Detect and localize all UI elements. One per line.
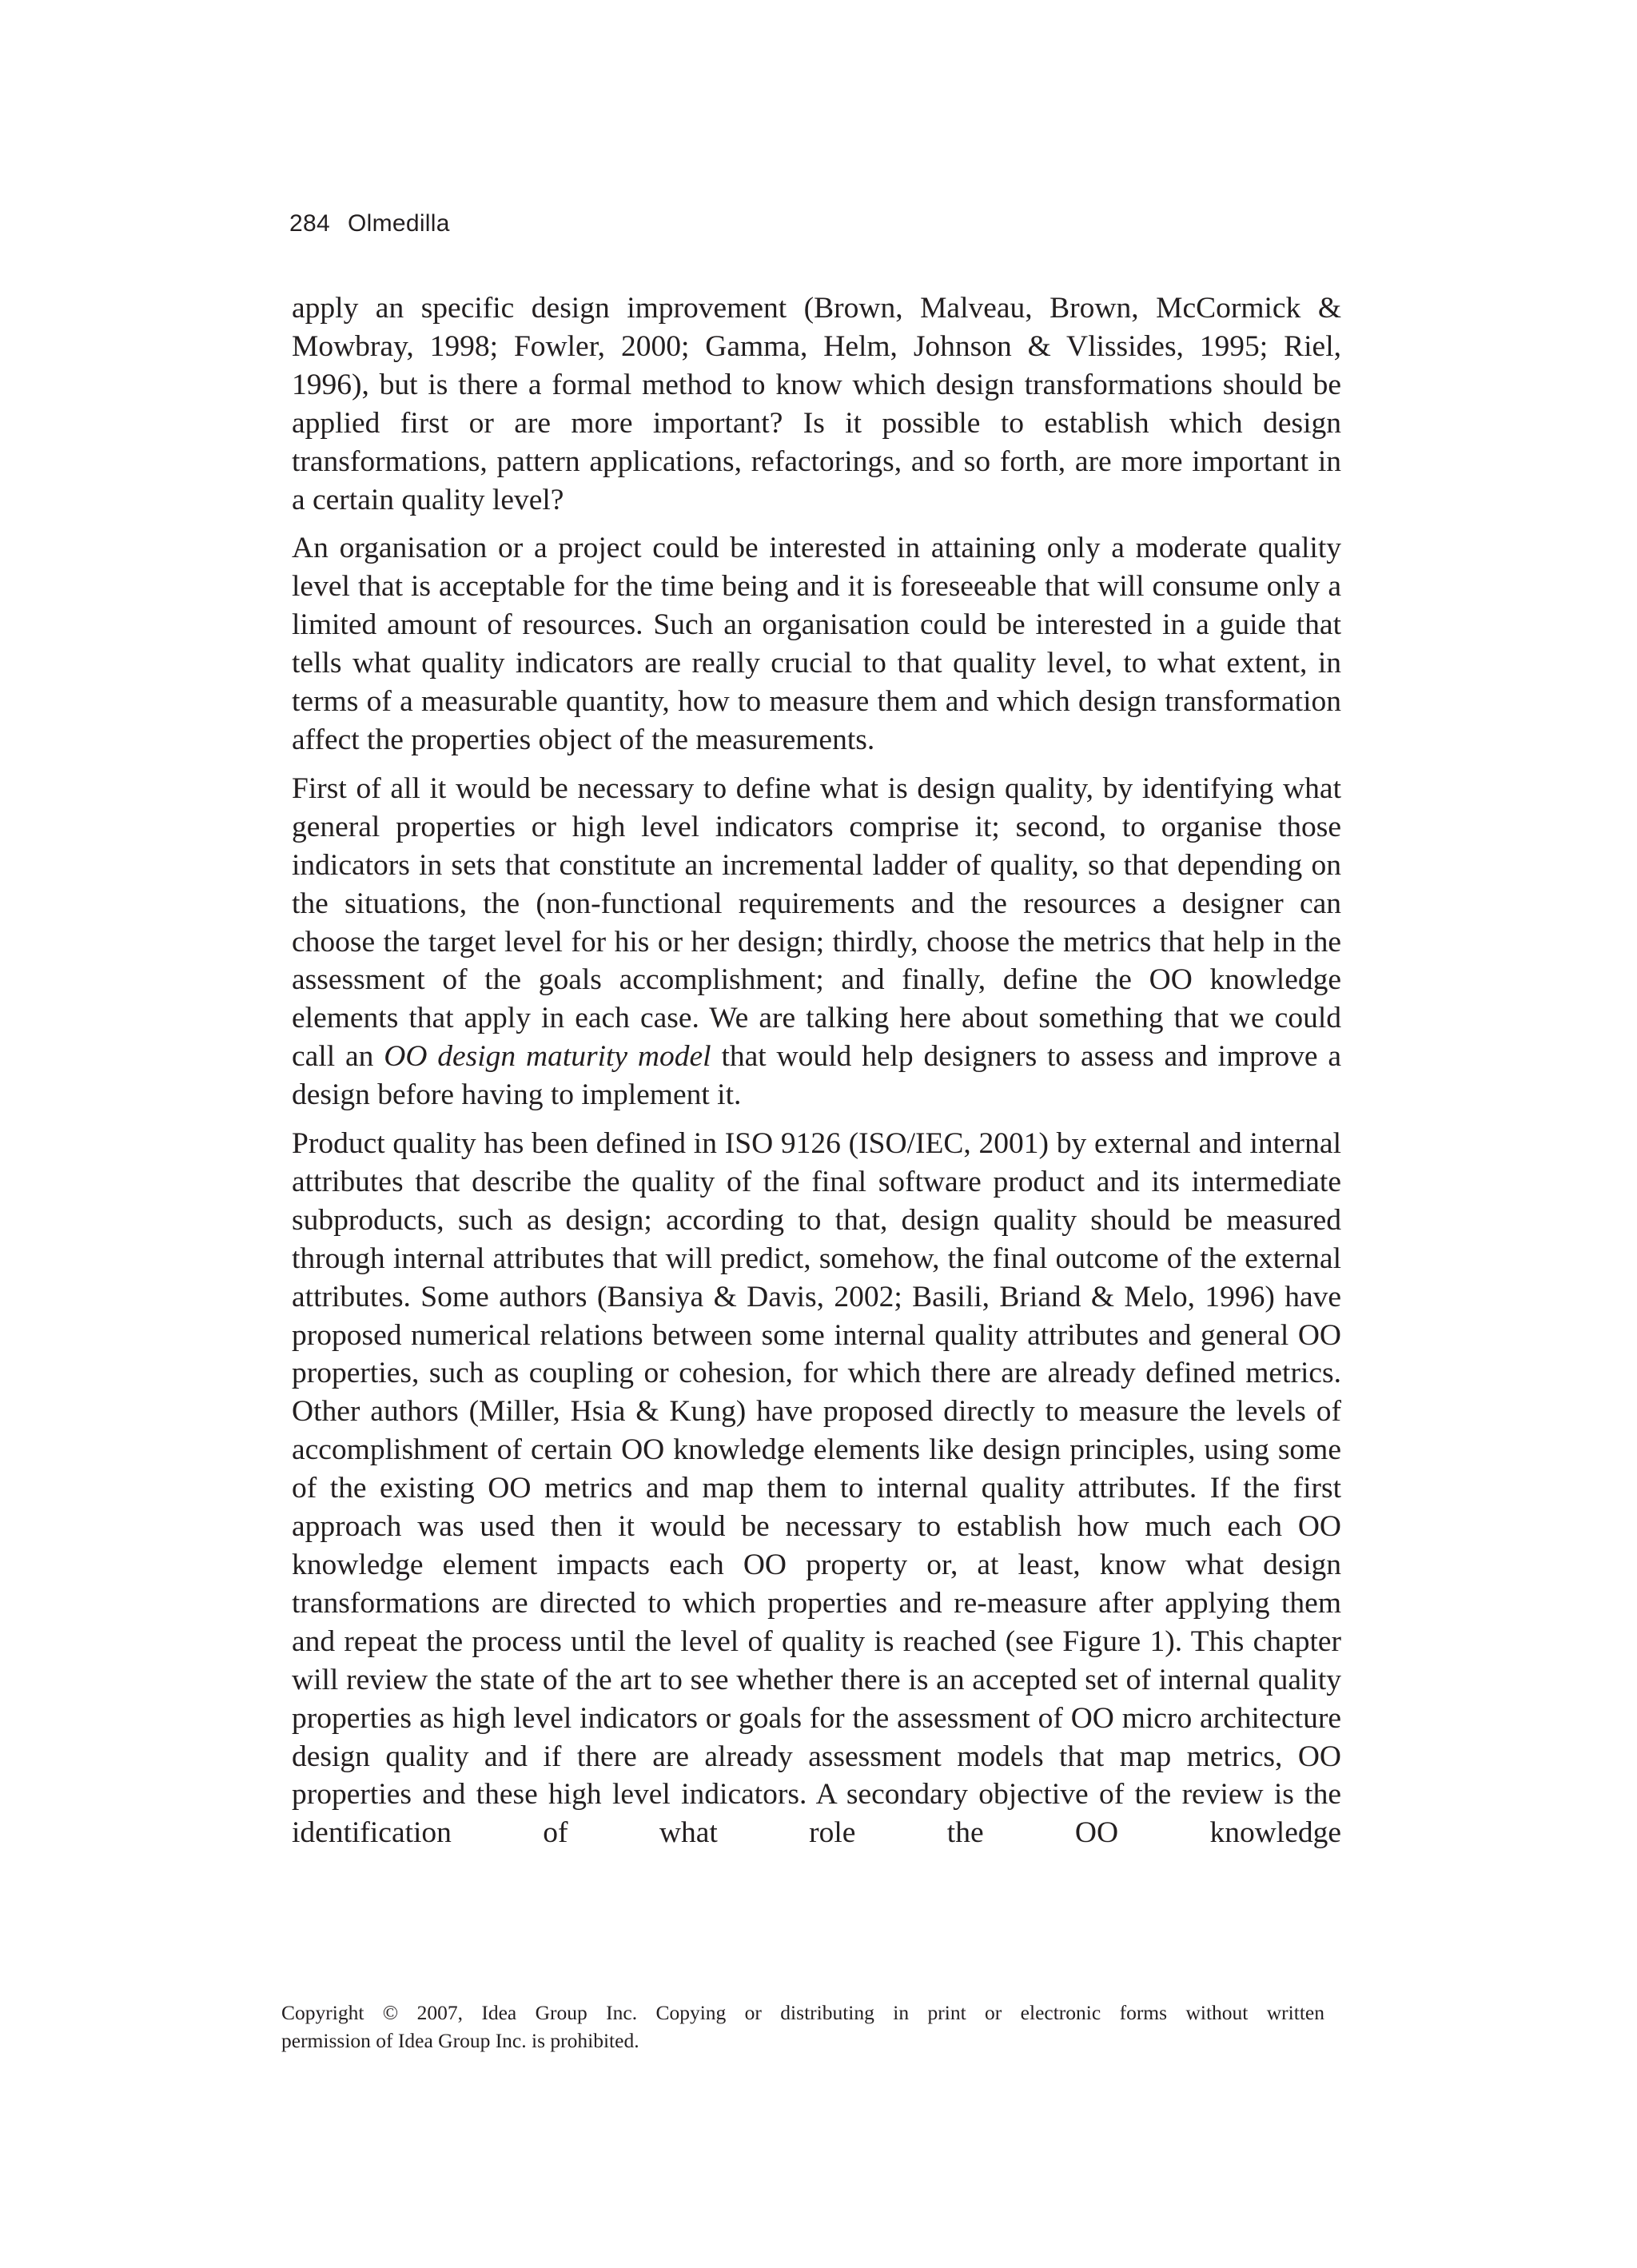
paragraph-1: apply an specific design improvement (Brown, Malveau, Brown, McCormick & Mowbray, 1998; Fowler, 2000; Gamma, Helm, Johnson & Vlissides, 1995; Riel, 1996), but is there a formal method to know which design transformations should be applied first or are more important? Is it possible to establish which design transformations, pattern applications, refactorings, and so forth, are more important in a certain quality level? [292, 292, 1341, 516]
copyright-line-2: permission of Idea Group Inc. is prohibited. [281, 2029, 639, 2052]
page-number: 284 [289, 210, 330, 237]
paragraph-4: Product quality has been defined in ISO 9126 (ISO/IEC, 2001) by external and internal attributes that describe the quality of the final software product and its intermediate subproducts, such as design; according to that, design quality should be measured through internal attributes that will predict, somehow, the final outcome of the external attributes. Some authors (Bansiya & Davis, 2002; Basili, Briand & Melo, 1996) have proposed numerical relations between some internal quality attributes and general OO properties, such as coupling or cohesion, for which there are already defined metrics. Other authors (Miller, Hsia & Kung) have proposed directly to measure the levels of accomplishment of certain OO knowledge elements like design principles, using some of the existing OO metrics and map them to internal quality attributes. If the first approach was used then it would be necessary to establish how much each OO knowledge element impacts each OO property or, at least, know what design transformations are directed to which properties and re-measure after applying them and repeat the process until the level of quality is reached (see Figure 1). This chapter will review the state of the art to see whether there is an accepted set of internal quality properties as high level indicators or goals for the assessment of OO micro architecture design quality and if there are already assessment models that map metrics, OO properties and these high level indicators. A secondary objective of the review is the identification of what role the OO knowledge [292, 1127, 1341, 1850]
paragraph-3-text-before: First of all it would be necessary to define what is design quality, by identifying what general properties or high level indicators comprise it; second, to organise those indicators in sets that constitute an incremental ladder of quality, so that depending on the situations, the (non-functional requirements and the resources a designer can choose the target level for his or her design; thirdly, choose the metrics that help in the assessment of the goals accomplishment; and finally, define the OO knowledge elements that apply in each case. We are talking here about something that we could call an [292, 771, 1341, 1074]
running-head-author: Olmedilla [347, 210, 450, 237]
body-text [292, 289, 1341, 1852]
copyright-line-1: Copyright © 2007, Idea Group Inc. Copying or distributing in print or electronic forms without written [281, 2001, 1324, 2024]
paragraph-3 [292, 770, 1341, 1114]
running-head [289, 209, 450, 238]
copyright-notice [281, 1999, 1324, 2055]
maturity-model-term: OO design maturity model [384, 1040, 711, 1074]
paragraph-2: An organisation or a project could be interested in attaining only a moderate quality level that is acceptable for the time being and it is foreseeable that will consume only a limited amount of resources. Such an organisation could be interested in a guide that tells what quality indicators are really crucial to that quality level, to what extent, in terms of a measurable quantity, how to measure them and which design transformation affect the properties object of the measurements. [292, 532, 1341, 756]
paragraph-3-text-after: that would help designers to assess and improve a design before having to implement it. [292, 1040, 1341, 1112]
